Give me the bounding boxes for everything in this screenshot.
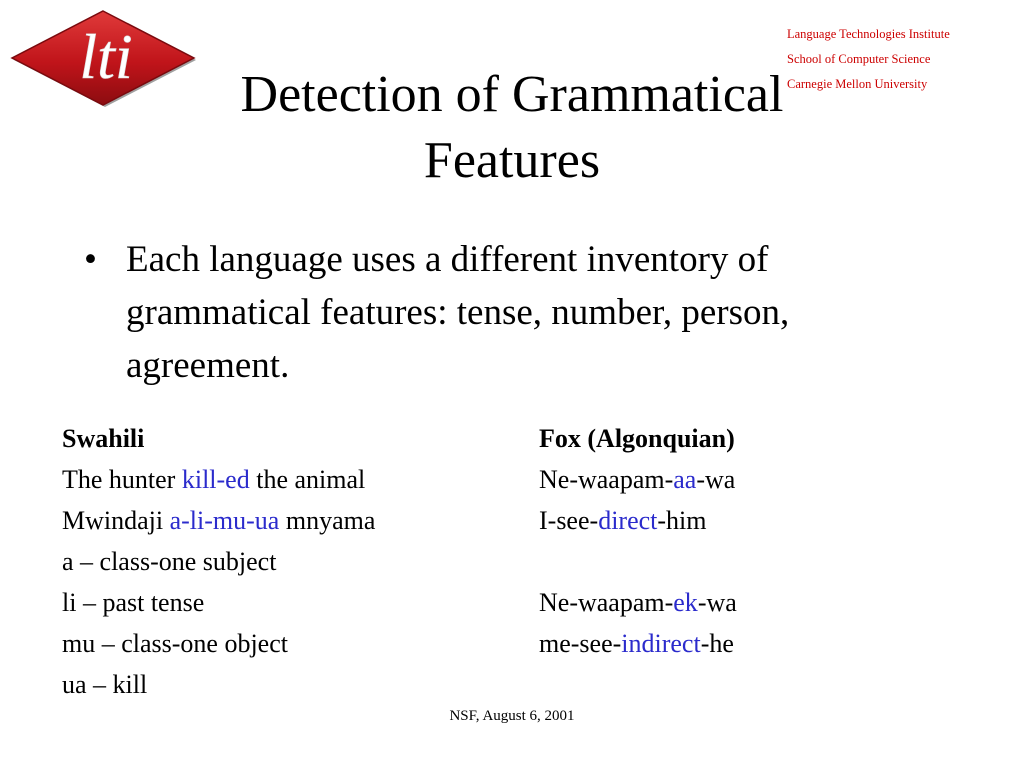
fox-gloss: I-see-direct-him	[539, 506, 707, 535]
swahili-gloss: ua – kill	[62, 670, 148, 699]
highlight: indirect	[621, 629, 701, 658]
swahili-gloss: mu – class-one object	[62, 629, 288, 658]
fox-column	[539, 418, 737, 664]
highlight: direct	[598, 506, 658, 535]
swahili-example-swahili: Mwindaji a-li-mu-ua mnyama	[62, 506, 376, 535]
highlight: a-li-mu-ua	[169, 506, 280, 535]
bullet-point	[84, 233, 944, 392]
slide-title	[0, 62, 1024, 194]
fox-example: Ne-waapam-ek-wa	[539, 588, 737, 617]
spacer-row	[539, 541, 737, 582]
highlight: aa	[673, 465, 697, 494]
swahili-column	[62, 418, 375, 705]
school-name: School of Computer Science	[787, 52, 931, 66]
bullet-icon: •	[84, 239, 97, 280]
swahili-header: Swahili	[62, 424, 145, 453]
highlight: ek	[673, 588, 698, 617]
slide-footer: NSF, August 6, 2001	[449, 708, 575, 724]
logo-text: lti	[79, 21, 133, 92]
swahili-gloss: a – class-one subject	[62, 547, 277, 576]
fox-header: Fox (Algonquian)	[539, 424, 735, 453]
bullet-text: Each language uses a different inventory of grammatical features: tense, number, person, agreement.	[126, 239, 790, 386]
title-line-2: Features	[423, 132, 601, 189]
swahili-example-english: The hunter kill-ed the animal	[62, 465, 366, 494]
fox-gloss: me-see-indirect-he	[539, 629, 734, 658]
institute-name: Language Technologies Institute	[787, 27, 950, 41]
highlight: kill-ed	[181, 465, 250, 494]
fox-example: Ne-waapam-aa-wa	[539, 465, 736, 494]
title-line-1: Detection of Grammatical	[240, 66, 784, 123]
swahili-gloss: li – past tense	[62, 588, 205, 617]
university-name: Carnegie Mellon University	[787, 77, 928, 91]
